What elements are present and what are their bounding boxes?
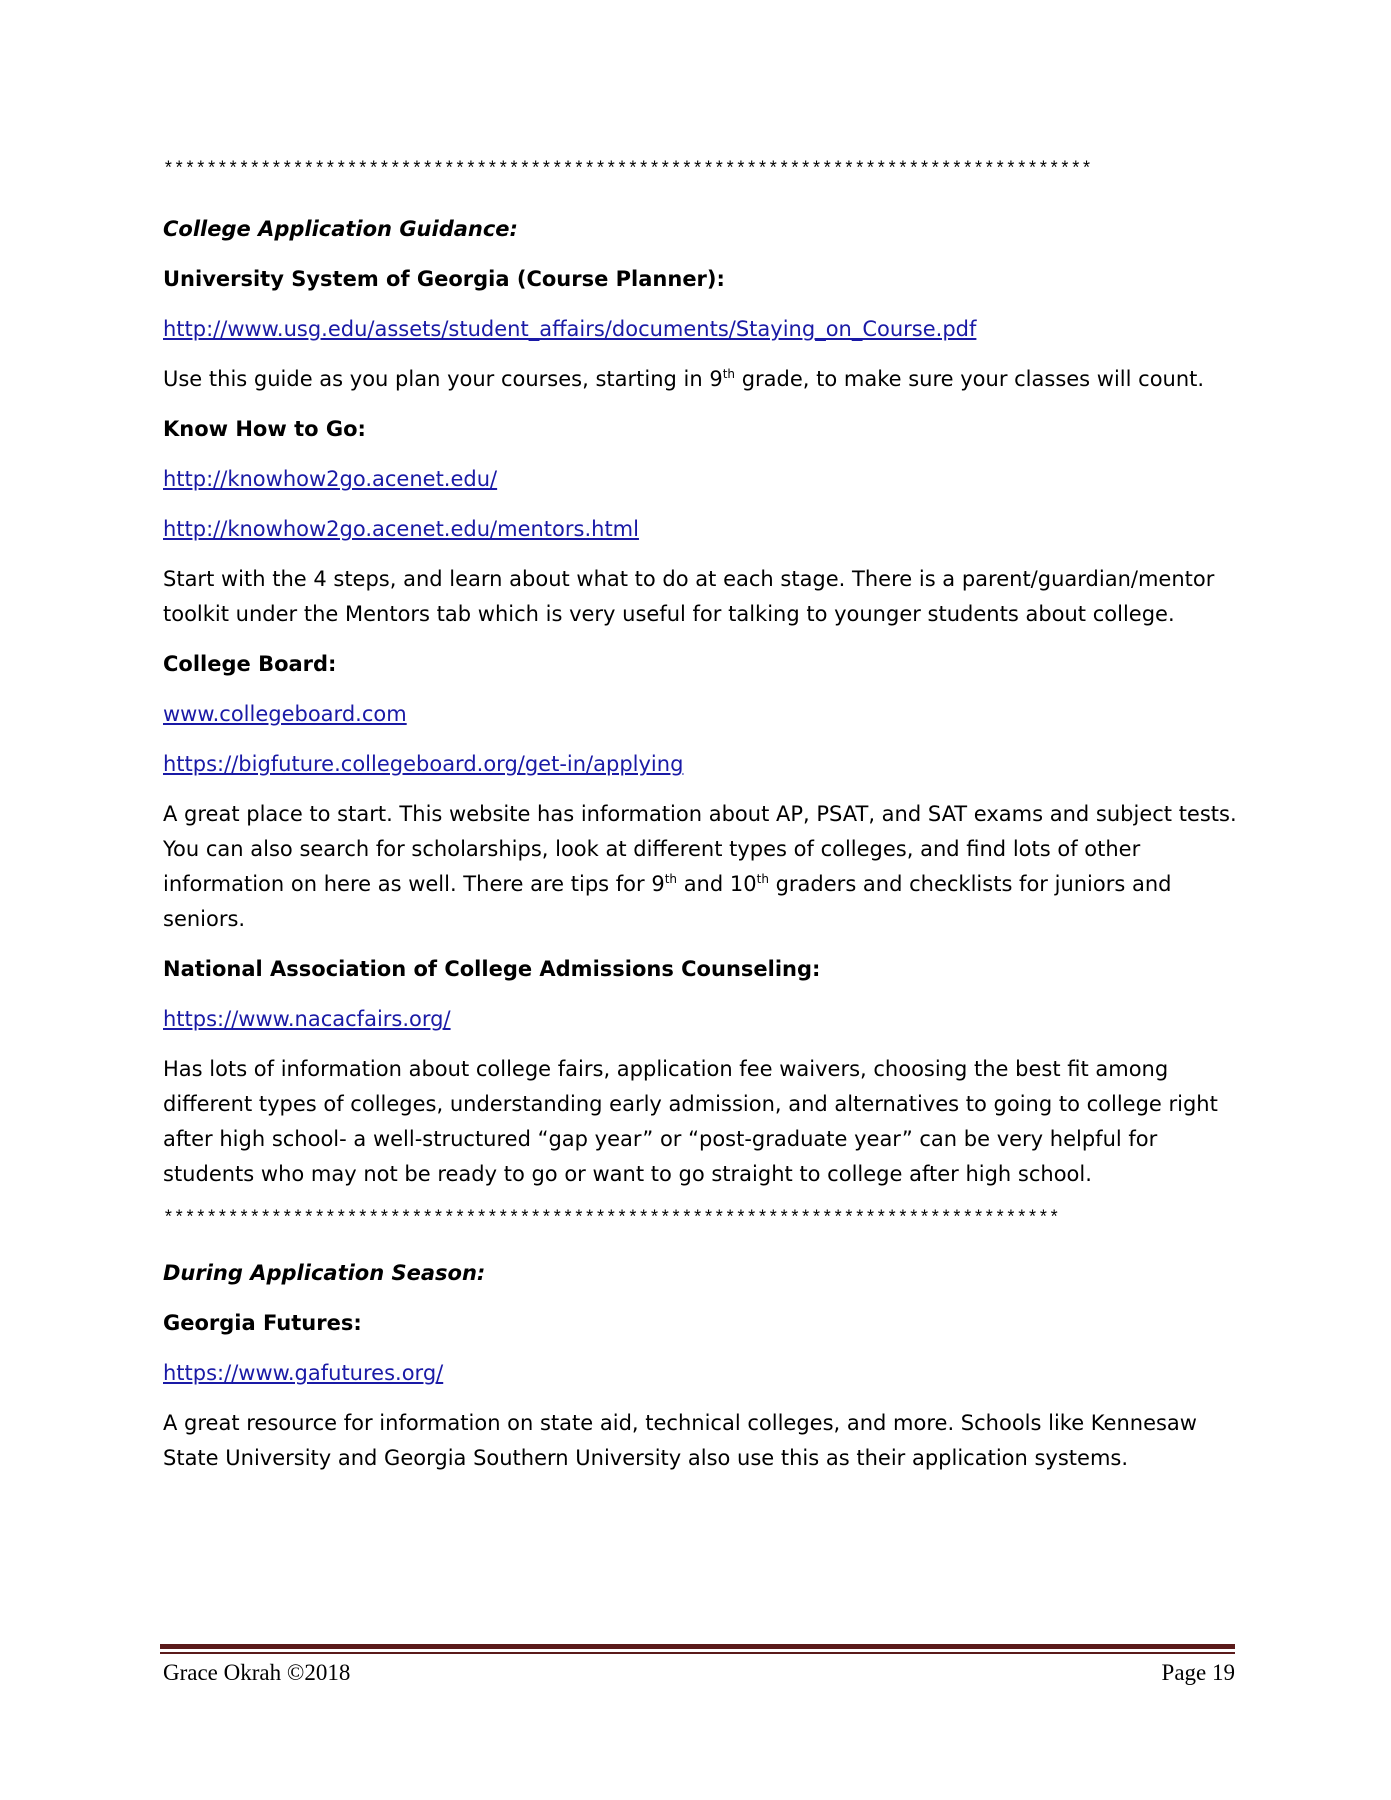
footer-page-number: Page 19 bbox=[1161, 1660, 1235, 1685]
heading-nacac: National Association of College Admissions Counseling: bbox=[163, 957, 821, 981]
text-gafutures: A great resource for information on state aid, technical colleges, and more. Schools like Kennesaw State University and Georgia Southern University also use this as their application systems. bbox=[163, 1411, 1197, 1470]
text-nacac: Has lots of information about college fairs, application fee waivers, choosing the best fit among different types of colleges, understanding early admission, and alternatives to going to college right after high school- a well-structured “gap year” or “post-graduate year” can be very helpful for students who may not be ready to go or want to go straight to college after high school. bbox=[163, 1057, 1218, 1186]
heading-gafutures: Georgia Futures: bbox=[163, 1311, 362, 1335]
footer-rule bbox=[160, 1644, 1235, 1649]
section-title-season: During Application Season: bbox=[163, 1261, 486, 1285]
heading-knowhow: Know How to Go: bbox=[163, 417, 366, 441]
footer-rule-thin bbox=[160, 1652, 1235, 1654]
text-collegeboard: A great place to start. This website has information about AP, PSAT, and SAT exams and subject tests. You can also search for scholarships, look at different types of colleges, and find lots of other information on here as well. There are tips for 9th and 10th graders and checklists for juniors and seniors. bbox=[163, 802, 1237, 931]
heading-usg: University System of Georgia (Course Planner): bbox=[163, 267, 725, 291]
footer-author: Grace Okrah ©2018 bbox=[163, 1660, 351, 1685]
link-gafutures[interactable]: https://www.gafutures.org/ bbox=[163, 1361, 444, 1385]
link-knowhow[interactable]: http://knowhow2go.acenet.edu/ bbox=[163, 467, 498, 491]
link-usg[interactable]: http://www.usg.edu/assets/student_affairs/documents/Staying_on_Course.pdf bbox=[163, 317, 977, 341]
heading-collegeboard: College Board: bbox=[163, 652, 337, 676]
link-collegeboard[interactable]: www.collegeboard.com bbox=[163, 702, 407, 726]
separator-top: ************************************************************************************** bbox=[163, 160, 1092, 180]
page-content bbox=[163, 158, 1243, 1476]
page-footer bbox=[163, 1660, 1235, 1690]
section-title-guidance: College Application Guidance: bbox=[163, 217, 518, 241]
link-knowhow-mentors[interactable]: http://knowhow2go.acenet.edu/mentors.html bbox=[163, 517, 639, 541]
link-nacac[interactable]: https://www.nacacfairs.org/ bbox=[163, 1007, 451, 1031]
text-usg: Use this guide as you plan your courses, starting in 9th grade, to make sure your classes will count. bbox=[163, 367, 1205, 391]
text-knowhow: Start with the 4 steps, and learn about what to do at each stage. There is a parent/guardian/mentor toolkit under the Mentors tab which is very useful for talking to younger students about college. bbox=[163, 567, 1215, 626]
link-bigfuture[interactable]: https://bigfuture.collegeboard.org/get-in/applying bbox=[163, 752, 684, 776]
separator-middle: *********************************************************************************** bbox=[163, 1209, 1060, 1229]
